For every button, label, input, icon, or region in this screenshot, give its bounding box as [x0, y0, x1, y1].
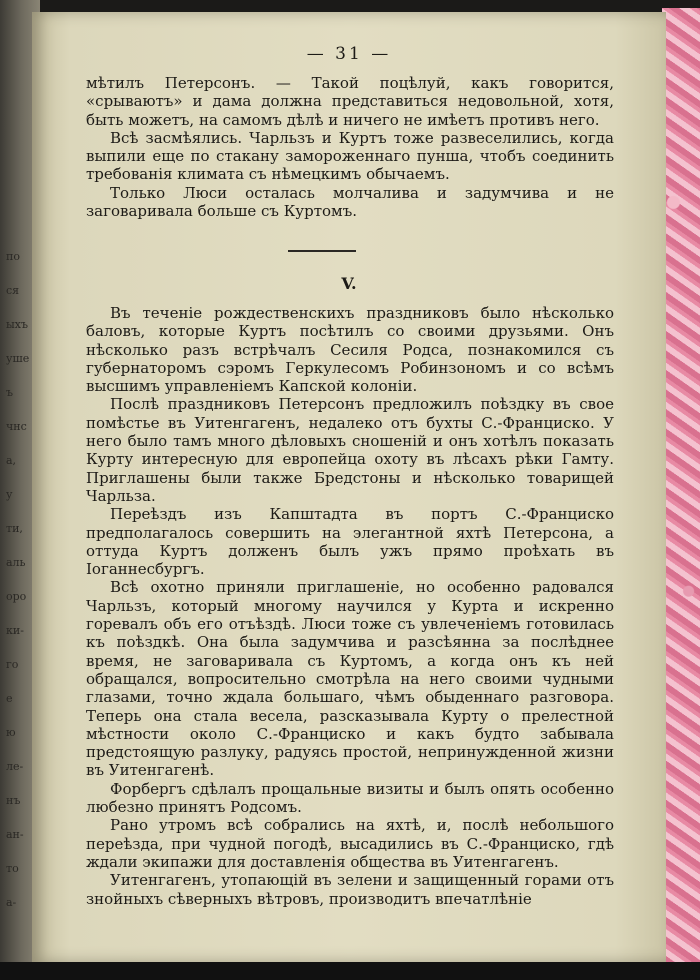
facing-page-fragment: ю — [6, 726, 16, 739]
text-block-before-chapter — [86, 74, 614, 220]
book-cover-edge — [662, 8, 700, 980]
paragraph: Форбергъ сдѣлалъ прощальные визиты и былъ опять особенно любезно принятъ Родсомъ. — [86, 779, 614, 817]
facing-page-fragment: ъ — [6, 386, 13, 399]
facing-page-fragment: чнс — [6, 420, 27, 433]
facing-page-fragment: у — [6, 488, 13, 501]
paragraph: Переѣздъ изъ Капштадта въ портъ С.-Франциско предполагалось совершить на элегантной яхтѣ Петерсона, а оттуда Куртъ долженъ былъ ужъ прямо проѣхать въ Іоганнесбургъ. — [86, 505, 614, 579]
paragraph: мѣтилъ Петерсонъ. — Такой поцѣлуй, какъ говорится, «срываютъ» и дама должна представиться недовольной, хотя, быть можетъ, на самомъ дѣлѣ и ничего не имѣетъ противъ него. — [86, 74, 614, 129]
facing-page-fragment: ыхъ — [6, 318, 28, 331]
paragraph: Рано утромъ всѣ собрались на яхтѣ, и, послѣ небольшого переѣзда, при чудной погодѣ, высадились въ С.-Франциско, гдѣ ждали экипажи для доставленія общества въ Уитенгагенъ. — [86, 816, 614, 871]
facing-page-fragment: оро — [6, 590, 27, 603]
facing-page-fragment: аль — [6, 556, 26, 569]
facing-page-fragment: а- — [6, 896, 17, 909]
paragraph: Уитенгагенъ, утопающій въ зелени и защищенный горами отъ знойныхъ сѣверныхъ вѣтровъ, производитъ впечатлѣніе — [86, 871, 614, 908]
facing-page-fragment: ти, — [6, 522, 23, 535]
paragraph: Въ теченіе рождественскихъ праздниковъ было нѣсколько баловъ, которые Куртъ посѣтилъ со своими друзьями. Онъ нѣсколько разъ встрѣчалъ Сесиля Родса, познакомился съ губернаторомъ сэромъ Геркулесомъ Робинзономъ и со всѣмъ высшимъ управленіемъ Капской колоніи. — [86, 304, 614, 396]
bottom-shadow — [0, 962, 700, 980]
facing-page-fragment: ле- — [6, 760, 24, 773]
page-number: — 31 — — [306, 44, 392, 64]
section-divider — [288, 250, 356, 252]
facing-page-fragment: е — [6, 692, 13, 705]
paragraph: Всѣ засмѣялись. Чарльзъ и Куртъ тоже развеселились, когда выпили еще по стакану замороженнаго пунша, чтобъ соединить требованія климата съ нѣмецкимъ обычаемъ. — [86, 128, 614, 184]
paragraph: Только Люси осталась молчалива и задумчива и не заговаривала больше съ Куртомъ. — [86, 183, 614, 221]
facing-page-fragment: уше — [6, 352, 30, 365]
facing-page-fragment: ан- — [6, 828, 24, 841]
paragraph: Послѣ праздниковъ Петерсонъ предложилъ поѣздку въ свое помѣстье въ Уитенгагенъ, недалеко отъ бухты С.-Франциско. У него было тамъ много дѣловыхъ сношеній и онъ хотѣлъ показать Курту интересную для европейца охоту въ лѣсахъ рѣки Гамту. Приглашены были также Бредстоны и нѣсколько товарищей Чарльза. — [86, 395, 614, 505]
facing-page-fragment: то — [6, 862, 19, 875]
facing-page-fragment: го — [6, 658, 19, 671]
text-block-chapter-five — [86, 304, 614, 908]
facing-page-fragment: ся — [6, 284, 20, 297]
facing-page-fragment: а, — [6, 454, 17, 467]
facing-page-fragment: по — [6, 250, 20, 263]
paragraph: Всѣ охотно приняли приглашеніе, но особенно радовался Чарльзъ, который многому научился у Курта и искренно горевалъ объ его отъѣздѣ. Люси тоже съ увлеченіемъ готовилась къ поѣздкѣ. Она была задумчива и разсѣянна за послѣднее время, не заговаривала съ Куртомъ, а когда онъ къ ней обращался, вопросительно смотрѣла на него своими чудными глазами, точно ждала большаго, чѣмъ обыденнаго разговора. Теперь она стала весела, разсказывала Курту о прелестной мѣстности около С.-Франциско и какъ будто забывала предстоящую разлуку, радуясь простой, непринужденной жизни въ Уитенгагенѣ. — [86, 578, 614, 780]
facing-page-fragment: ки- — [6, 624, 24, 637]
chapter-heading: V. — [341, 274, 357, 293]
facing-page-fragment: нъ — [6, 794, 21, 807]
book-page — [32, 12, 666, 962]
